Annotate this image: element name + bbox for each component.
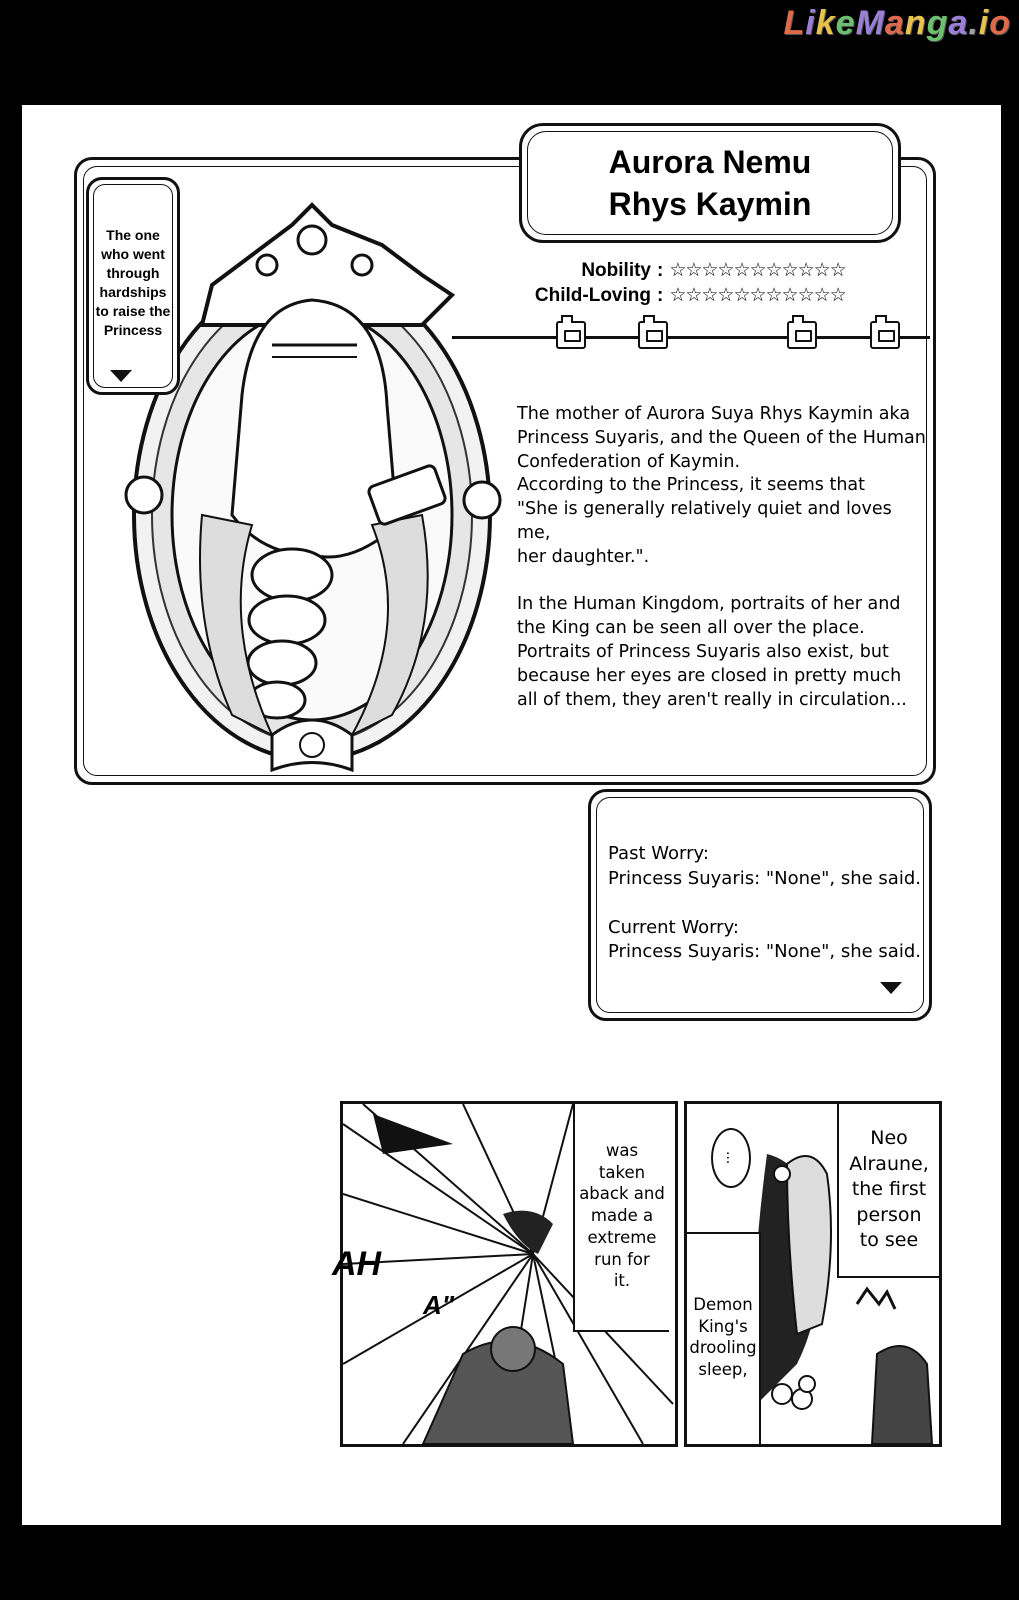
star-rating: ☆☆☆☆☆☆☆☆☆☆☆ — [669, 260, 846, 281]
current-worry-text: Princess Suyaris: "None", she said. — [608, 941, 921, 962]
star-rating: ☆☆☆☆☆☆☆☆☆☆☆ — [669, 285, 846, 306]
thought-bubble — [711, 1128, 751, 1188]
current-worry-label: Current Worry: — [608, 916, 739, 938]
stat-label: Nobility — [581, 260, 651, 281]
page-sheet — [22, 105, 1001, 1525]
next-arrow-icon — [110, 370, 132, 382]
rail-ornament-icon — [870, 321, 900, 349]
worry-box — [588, 789, 932, 1021]
stat-label: Child-Loving — [534, 285, 651, 306]
past-worry-text: Princess Suyaris: "None", she said. — [608, 867, 921, 889]
manga-panel-right — [684, 1101, 942, 1447]
past-worry-label: Past Worry: — [608, 843, 709, 864]
rail-ornament-icon — [638, 321, 668, 349]
narration-box: was taken aback and made a extreme run for it. — [573, 1104, 669, 1332]
side-note-text: The one who went through hardships to raise the Princess — [95, 227, 171, 338]
stat-nobility: Nobility : ☆☆☆☆☆☆☆☆☆☆☆ — [527, 258, 846, 283]
narration-box: Neo Alraune, the first person to see — [837, 1104, 939, 1278]
character-description — [517, 403, 927, 736]
narration-box: Demon King's drooling sleep, — [687, 1232, 761, 1444]
sound-effect: A" — [423, 1290, 455, 1320]
rail-ornament-icon — [787, 321, 817, 349]
next-arrow-icon — [880, 982, 902, 994]
worry-text — [608, 842, 921, 965]
description-paragraph: The mother of Aurora Suya Rhys Kaymin aka Princess Suyaris, and the Queen of the Human Confederation of Kaymin. According to the Princess, it seems that "She is generally relatively quiet and loves me, her daughter.". — [517, 404, 926, 567]
divider-rail — [452, 336, 930, 339]
character-stats — [527, 258, 846, 308]
sound-effect: AH — [332, 1245, 382, 1283]
character-name-box — [519, 123, 901, 243]
side-note-bubble — [86, 177, 180, 395]
manga-panel-left — [340, 1101, 678, 1447]
watermark-logo: LikeManga.io — [783, 4, 1011, 42]
rail-ornament-icon — [556, 321, 586, 349]
stat-child-loving: Child-Loving : ☆☆☆☆☆☆☆☆☆☆☆ — [507, 283, 846, 308]
character-name: Aurora Nemu Rhys Kaymin — [608, 144, 812, 222]
thought-bubble-text: ... — [723, 1151, 739, 1165]
description-paragraph: In the Human Kingdom, portraits of her and the King can be seen all over the place. Portraits of Princess Suyaris also exist, but because her eyes are closed in pretty much all of them, they aren't really in circulation... — [517, 594, 907, 710]
